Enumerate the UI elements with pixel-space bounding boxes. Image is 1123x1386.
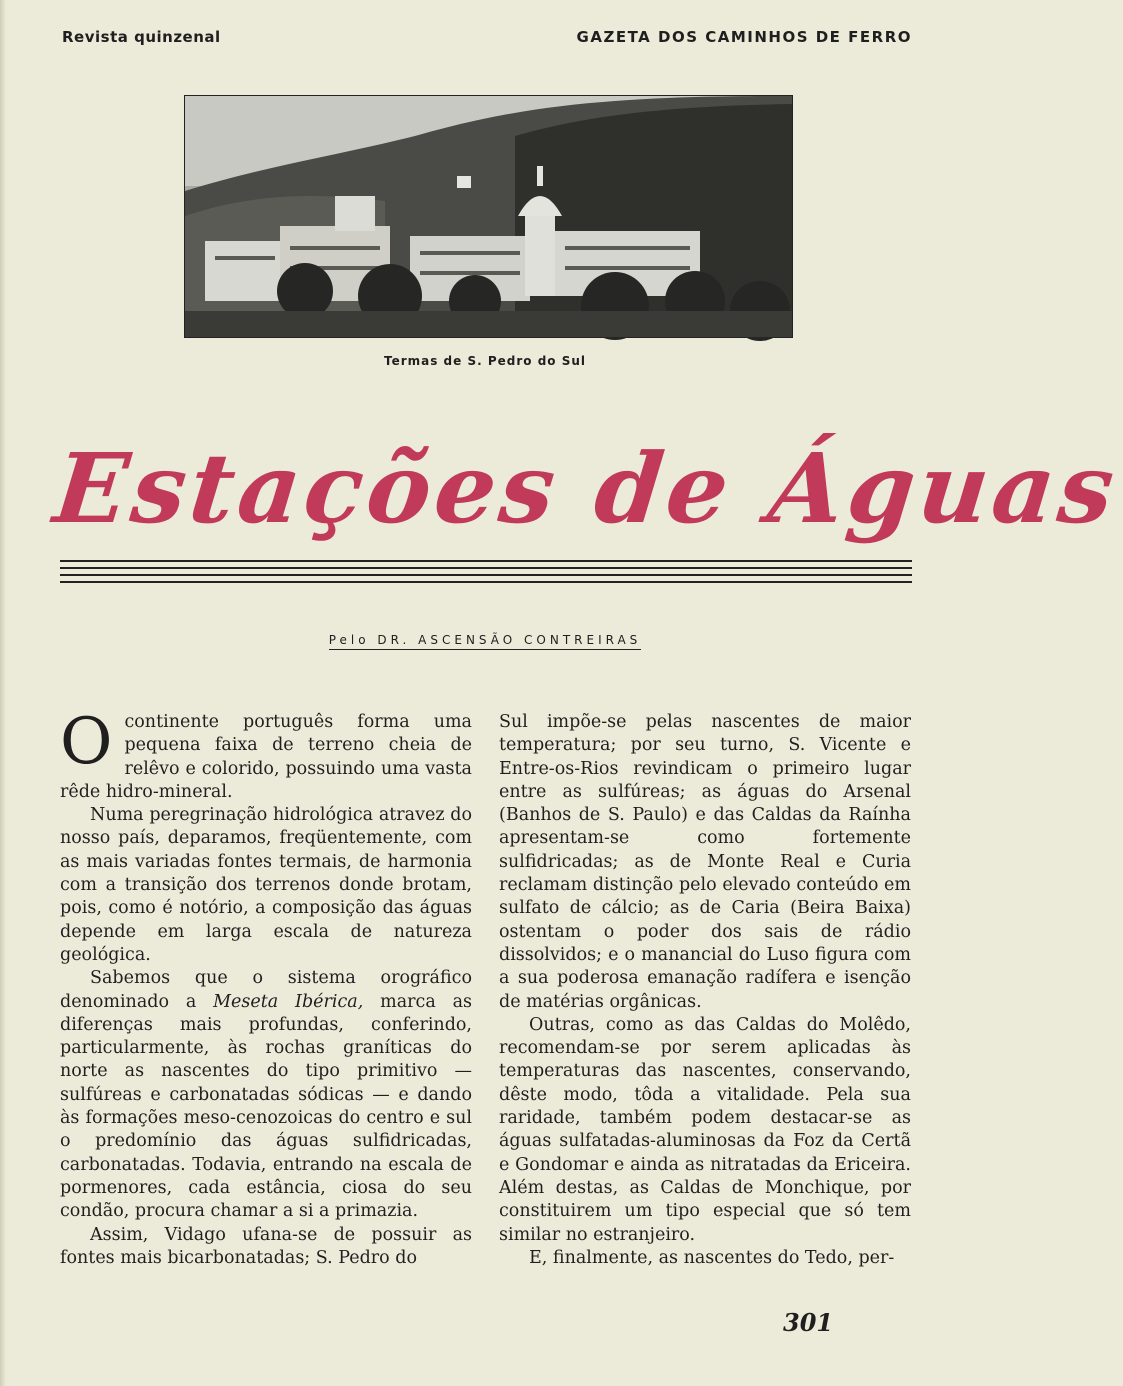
paragraph-5: Sul impõe-se pelas nascentes de maior temperatura; por seu turno, S. Vicente e Entre-os-Rios revindicam o primeiro lugar entre as sulfúreas; as águas do Arsenal (Banhos de S. Paulo) e das Caldas da Raínha apresentam-se como fortemente sulfidricadas; as de Monte Real e Curia reclamam distinção pelo elevado conteúdo em sulfato de cálcio; as de Caria (Beira Baixa) ostentam o poder dos sais de rádio dissolvidos; e o manancial do Luso figura com a sua poderosa emanação radífera e isenção de matérias orgânicas. — [499, 712, 911, 1012]
paragraph-1-text: continente português forma uma pequena faixa de terreno cheia de relêvo e colorido, possuindo uma vasta rêde hidro-mineral. — [60, 712, 472, 802]
left-column — [60, 705, 473, 1270]
article-title: Estações de Águas — [49, 432, 1123, 545]
paragraph-2: Numa peregrinação hidrológica atravez do nosso país, deparamos, freqüentemente, com as mais variadas fontes termais, de harmonia com a transição dos terrenos donde brotam, pois, como é notório, a composição das águas depende em larga escala de natureza geológica. — [60, 805, 472, 965]
page-number: 301 — [783, 1308, 834, 1337]
paragraph-3-start: Sabemos que o sistema orográfico denominado a — [60, 968, 472, 1012]
article-byline — [0, 633, 970, 647]
header-publication-title: GAZETA DOS CAMINHOS DE FERRO — [576, 28, 912, 46]
paragraph-3 — [60, 967, 472, 1223]
right-column — [499, 711, 911, 1270]
paragraph-4: Assim, Vidago ufana-se de possuir as fontes mais bicarbonatadas; S. Pedro do — [60, 1224, 472, 1268]
meseta-iberica-term: Meseta Ibérica, — [213, 991, 364, 1012]
byline-text: Pelo DR. ASCENSÃO CONTREIRAS — [329, 633, 642, 650]
paragraph-7: E, finalmente, as nascentes do Tedo, per- — [529, 1247, 895, 1268]
paragraph-1 — [60, 705, 472, 804]
paragraph-6: Outras, como as das Caldas do Molêdo, recomendam-se por serem aplicadas às temperaturas das nascentes, conservando, dêste modo, tôda a vitalidade. Pela sua raridade, também podem destacar-se as águas sulfatadas-aluminosas da Foz da Certã e Gondomar e ainda as nitratadas da Ericeira. Além destas, as Caldas de Monchique, por constituirem um tipo especial que só tem similar no estranjeiro. — [499, 1014, 911, 1245]
page-edge-shadow — [0, 0, 6, 1386]
paragraph-3-rest: marca as diferenças mais profundas, conferindo, particularmente, às rochas graníticas do norte as nascentes do tipo primitivo — sulfúreas e carbonatadas sódicas — e dando às formações meso-cenozoicas do centro e sul o predomínio das águas sulfidricadas, carbonatadas. Todavia, entrando na escala de pormenores, cada estância, ciosa do seu condão, procura chamar a si a primazia. — [60, 991, 473, 1222]
photo-illustration — [185, 96, 792, 337]
photo-thermal-baths — [184, 95, 793, 338]
photo-caption: Termas de S. Pedro do Sul — [383, 354, 587, 368]
header-periodicity: Revista quinzenal — [62, 28, 221, 46]
title-rules — [60, 558, 912, 588]
drop-cap: O — [60, 705, 113, 779]
